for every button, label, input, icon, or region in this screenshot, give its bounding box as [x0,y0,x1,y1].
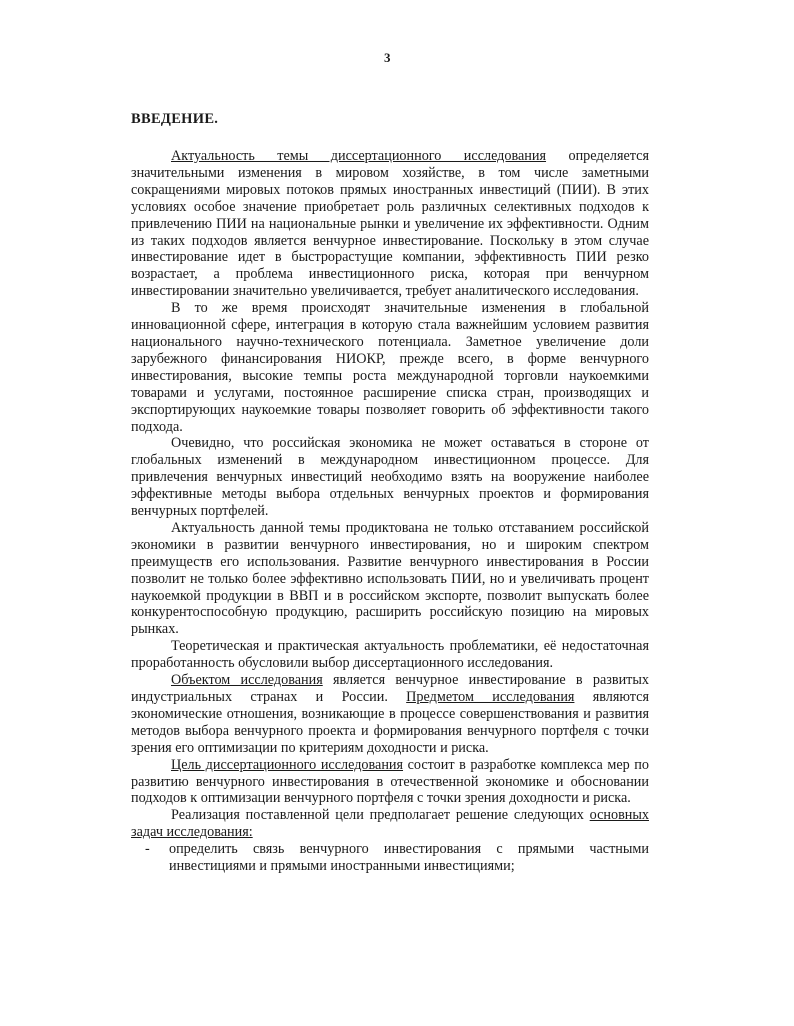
task-list [131,841,649,875]
paragraph-text: определяется значительными изменения в мировом хозяйстве, в том числе заметными сокращениями мировых потоков прямых иностранных инвестиций (ПИИ). В этих условиях особое значение приобретает роль различных селективных подходов к привлечению ПИИ на национальные рынки и увеличение их эффективности. Одним из таких подходов является венчурное инвестирование. Поскольку в этом случае инвестирование идет в быстрорастущие компании, эффективность ПИИ резко возрастает, а проблема инвестиционного риска, которая при венчурном инвестировании значительно увеличивается, требует аналитического исследования. [131,148,649,300]
paragraph-text: являются экономические отношения, возникающие в процессе совершенствования и развития методов выбора венчурного проекта и формирования венчурного портфеля с точки зрения его оптимизации по критериям доходности и риска. [131,689,649,756]
underlined-phrase: Актуальность темы диссертационного исследования [171,148,547,164]
paragraph-object-subject [131,672,649,757]
paragraph-text: Реализация поставленной цели предполагает решение следующих [171,807,590,824]
list-item-text: определить связь венчурного инвестирования с прямыми частными инвестициями и прямыми иностранными инвестициями; [169,841,649,875]
document-body [131,148,649,875]
underlined-phrase: Предметом исследования [406,689,575,705]
list-item [131,841,649,875]
underlined-phrase: основных задач исследования: [131,807,649,841]
underlined-phrase: Цель диссертационного исследования [171,756,404,773]
paragraph-text: состоит в разработке комплекса мер по развитию венчурного инвестирования в отечественной экономике и обосновании подходов к оптимизации венчурного портфеля с точки зрения доходности и риска. [131,756,649,807]
underlined-phrase: Объектом исследования [171,672,323,689]
section-heading: ВВЕДЕНИЕ. [131,111,219,127]
paragraph-goal [131,757,649,808]
page-number: 3 [384,50,391,65]
paragraph-topic-relevance: Актуальность данной темы продиктована не только отставанием российской экономики в развитии венчурного инвестирования, но и широким спектром преимуществ его использования. Развитие венчурного инвестирования в России позволит не только более эффективно использовать ПИИ, но и увеличивать процент наукоемкой продукции в ВВП и в российском экспорте, позволит выпускать более конкурентоспособную продукцию, расширить российскую позицию на мировых рынках. [131,519,649,638]
paragraph-global-innovation: В то же время происходят значительные изменения в глобальной инновационной сфере, интеграция в которую стала важнейшим условием развития национального научно-технического потенциала. Заметное увеличение доли зарубежного финансирования НИОКР, прежде всего, в форме венчурного инвестирования, высокие темпы роста международной торговли наукоемкими товарами и услугами, постоянное расширение списка стран, производящих и экспортирующих наукоемкие товары позволяет говорить об эффективности такого подхода. [131,300,649,435]
paragraph-tasks-intro [131,807,649,841]
paragraph-relevance [131,148,649,300]
paragraph-russian-economy: Очевидно, что российская экономика не может оставаться в стороне от глобальных изменений в международном инвестиционном процессе. Для привлечения венчурных инвестиций необходимо взять на вооружение наиболее эффективные методы выбора отдельных венчурных проектов и формирования венчурных портфелей. [131,435,649,520]
list-dash: - [145,841,150,858]
paragraph-theoretical: Теоретическая и практическая актуальность проблематики, её недостаточная проработанность обусловили выбор диссертационного исследования. [131,638,649,672]
paragraph-text: является венчурное инвестирование в развитых индустриальных странах и России. [131,672,649,705]
